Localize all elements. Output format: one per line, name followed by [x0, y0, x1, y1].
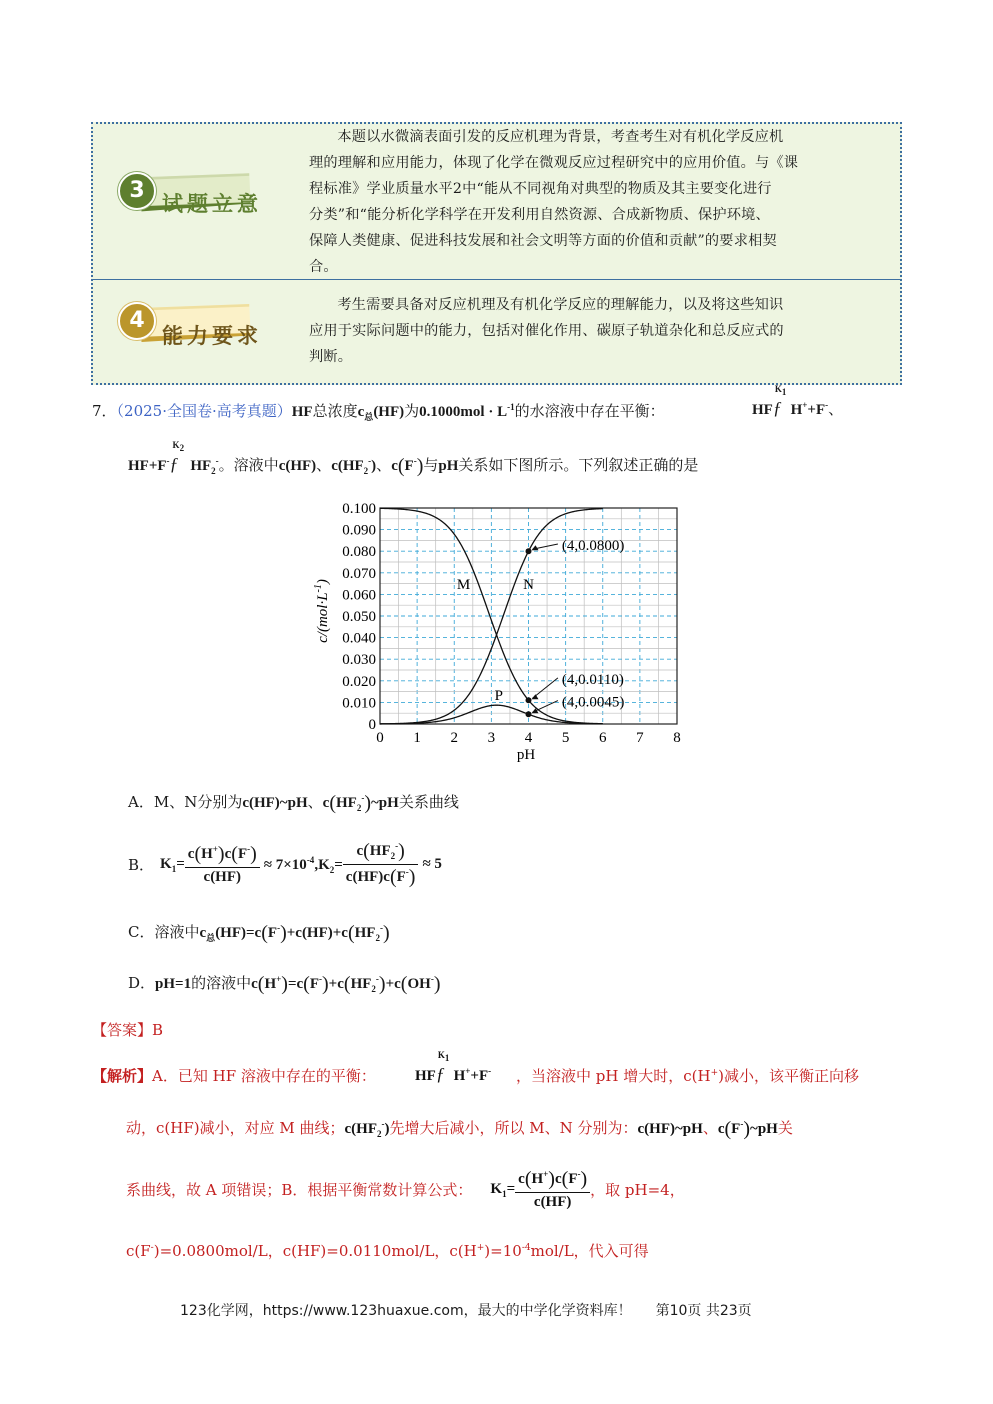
x-tick-label: 3	[487, 730, 496, 746]
x-tick-label: 1	[413, 730, 421, 746]
option-b: B． $K_1=$ $\frac{c(H^+)c(F^-)}{c(HF)}$ ≈ $7\times 10^{-4},K_2=$ $\frac{c(HF_2^-)}{c(HF)c(F^-)}$ ≈ 5	[128, 840, 442, 888]
question-line-2: HF+F- $K_2$ ƒ $HF_2^-$。溶液中c(HF)、$c(HF_2^-)$、c(F-)与pH关系如下图所示。下列叙述正确的是	[128, 440, 699, 477]
answer-label: 【答案】	[92, 1021, 153, 1039]
section-title: 能力要求	[162, 324, 262, 348]
answer-value: B	[152, 1021, 164, 1039]
section-badge-3	[112, 168, 282, 238]
y-tick-label: 0.090	[342, 522, 376, 539]
option-a: A．M、N分别为c(HF)~pH、$c(HF_2^-)\sim pH$关系曲线	[128, 792, 459, 814]
footer-site-text: 123化学网，https://www.123huaxue.com，最大的中学化学资料库！	[180, 1303, 632, 1319]
section-4-text: 考生需要具备对反应机理及有机化学反应的理解能力，以及将这些知识 应用于实际问题中的能力，包括对催化作用、碳原子轨道杂化和总反应式的 判断。	[309, 297, 784, 365]
section-number: 3	[118, 172, 156, 210]
analysis-line-4: c(F-)=0.0800mol/L，c(HF)=0.0110mol/L，$c(H^+)=10^{-4}mol/L$，代入可得	[126, 1242, 649, 1260]
point-label: (4,0.0800)	[561, 537, 625, 554]
y-tick-label: 0.050	[342, 609, 376, 625]
y-tick-label: 0.080	[342, 544, 376, 561]
page-footer	[180, 1300, 752, 1320]
x-tick-label: 6	[599, 730, 607, 746]
y-tick-label: 0	[368, 717, 376, 733]
y-tick-label: 0.010	[342, 695, 376, 712]
answer-line	[92, 1019, 163, 1040]
x-tick-label: 2	[450, 730, 458, 746]
x-axis-label: pH	[516, 747, 536, 763]
point-label: (4,0.0110)	[561, 671, 624, 688]
data-point	[526, 548, 532, 554]
analysis-line-3: 系曲线，故 A 项错误；B．根据平衡常数计算公式： $K_1=$ $\frac{c(H^+)c(F^-)}{c(HF)}$ ，取 pH=4，	[126, 1168, 685, 1210]
y-tick-label: 0.070	[342, 565, 376, 582]
question-source: （2025·全国卷·高考真题）	[116, 402, 292, 420]
analysis-line-1-tail: ，当溶液中 pH 增大时，c(H+)减小，该平衡正向移	[516, 1067, 859, 1085]
section-3-text: 本题以水微滴表面引发的反应机理为背景，考查考生对有机化学反应机 理的理解和应用能力，体现了化学在微观反应过程研究中的应用价值。与《课 程标准》学业质量水平2中“能从不同视角对典型的物质及其主要变化进行 分类”和“能分析化学科学在开发利用自然资源、合成新物质、保护环境、 保障人类健康、促进科技发展和社会文明等方面的价值和贡献”的要求相契 合。	[309, 129, 799, 275]
series-label: P	[494, 688, 503, 705]
concentration-ph-chart	[305, 493, 695, 770]
y-axis-label: $c/(mol\cdot L^{-1})$	[313, 579, 331, 643]
annotation-arrowhead	[532, 694, 539, 699]
section-badge-4	[112, 300, 282, 370]
analysis-line-1: 【解析】A．已知 HF 溶液中存在的平衡：	[92, 1067, 376, 1085]
data-point	[526, 711, 532, 717]
chart-svg	[305, 493, 695, 770]
x-tick-label: 5	[561, 730, 570, 746]
option-d: D．pH=1的溶液中$c(H^+)=c(F^-)+c(HF_2^-)+c(OH^-)$	[128, 973, 441, 995]
analysis-equilibrium: HF $K_1$ ƒ H++F-	[415, 1050, 492, 1084]
point-label: (4,0.0045)	[561, 694, 625, 711]
y-tick-label: 0.040	[342, 630, 376, 647]
question-line-1: 7．（2025·全国卷·高考真题）HF总浓度$c_总(HF)$为$0.1000mol \cdot L^{-1}$的水溶液中存在平衡：	[92, 402, 665, 422]
x-tick-label: 0	[376, 730, 384, 746]
y-tick-label: 0.100	[342, 501, 376, 517]
section-number: 4	[118, 302, 156, 340]
equilibrium-1: HF $K_1$ ƒ H++F-、	[752, 384, 844, 418]
x-tick-label: 7	[636, 730, 644, 746]
x-tick-label: 4	[524, 730, 533, 746]
footer-page-number: 第10页 共23页	[655, 1303, 752, 1319]
y-tick-label: 0.020	[342, 673, 376, 690]
series-label: M	[456, 577, 471, 593]
y-tick-label: 0.060	[342, 587, 376, 604]
analysis-label: 【解析】	[92, 1067, 153, 1085]
option-c: C．溶液中$c_总(HF)=c(F^-)+c(HF)+c(HF_2^-)$	[128, 922, 390, 944]
series-label: N	[523, 577, 534, 593]
x-tick-label: 8	[673, 730, 681, 746]
analysis-line-2: 动，c(HF)减小，对应 M 曲线；$c(HF_2^-)$先增大后减小，所以 M、N 分别为：c(HF)~pH、c(F-)~pH关	[126, 1118, 793, 1140]
y-tick-label: 0.030	[342, 652, 376, 669]
section-title: 试题立意	[162, 192, 262, 216]
data-point	[526, 697, 532, 703]
